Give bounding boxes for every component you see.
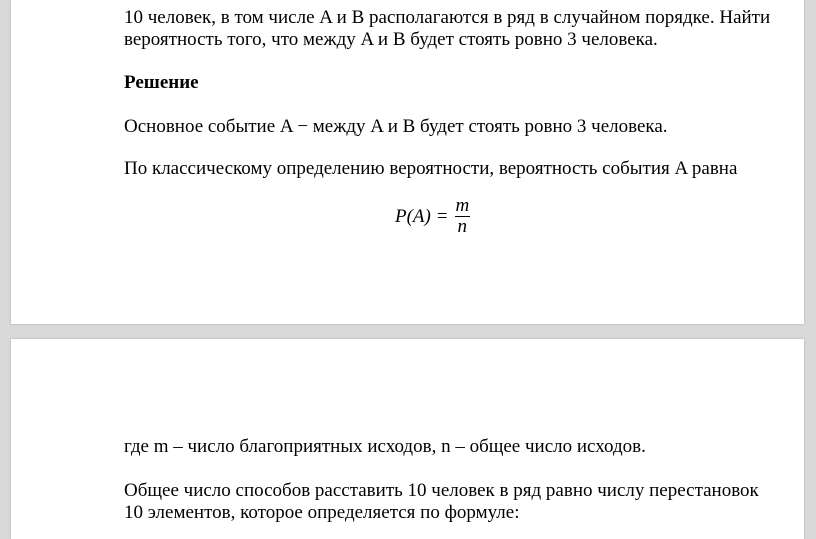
- problem-text-line-2: вероятность того, что между A и B будет стоять ровно 3 человека.: [124, 29, 658, 50]
- where-definition-line: где m – число благоприятных исходов, n – общее число исходов.: [124, 436, 646, 457]
- solution-heading: Решение: [124, 72, 199, 93]
- classical-definition-line: По классическому определению вероятности, вероятность события A равна: [124, 158, 738, 179]
- formula-lhs: P(A) =: [395, 205, 449, 227]
- formula-denominator: n: [455, 216, 471, 237]
- event-definition-line: Основное событие A − между A и B будет стоять ровно 3 человека.: [124, 116, 668, 137]
- document-page-1: [11, 0, 804, 324]
- formula-numerator: m: [455, 195, 470, 216]
- probability-formula: [395, 196, 472, 237]
- total-count-line-1: Общее число способов расставить 10 человек в ряд равно числу перестановок: [124, 480, 759, 501]
- formula-fraction: [452, 196, 472, 237]
- problem-text-line-1: 10 человек, в том числе A и B располагаются в ряд в случайном порядке. Найти: [124, 7, 771, 28]
- total-count-line-2: 10 элементов, которое определяется по формуле:: [124, 502, 520, 523]
- document-page-2: [11, 339, 804, 539]
